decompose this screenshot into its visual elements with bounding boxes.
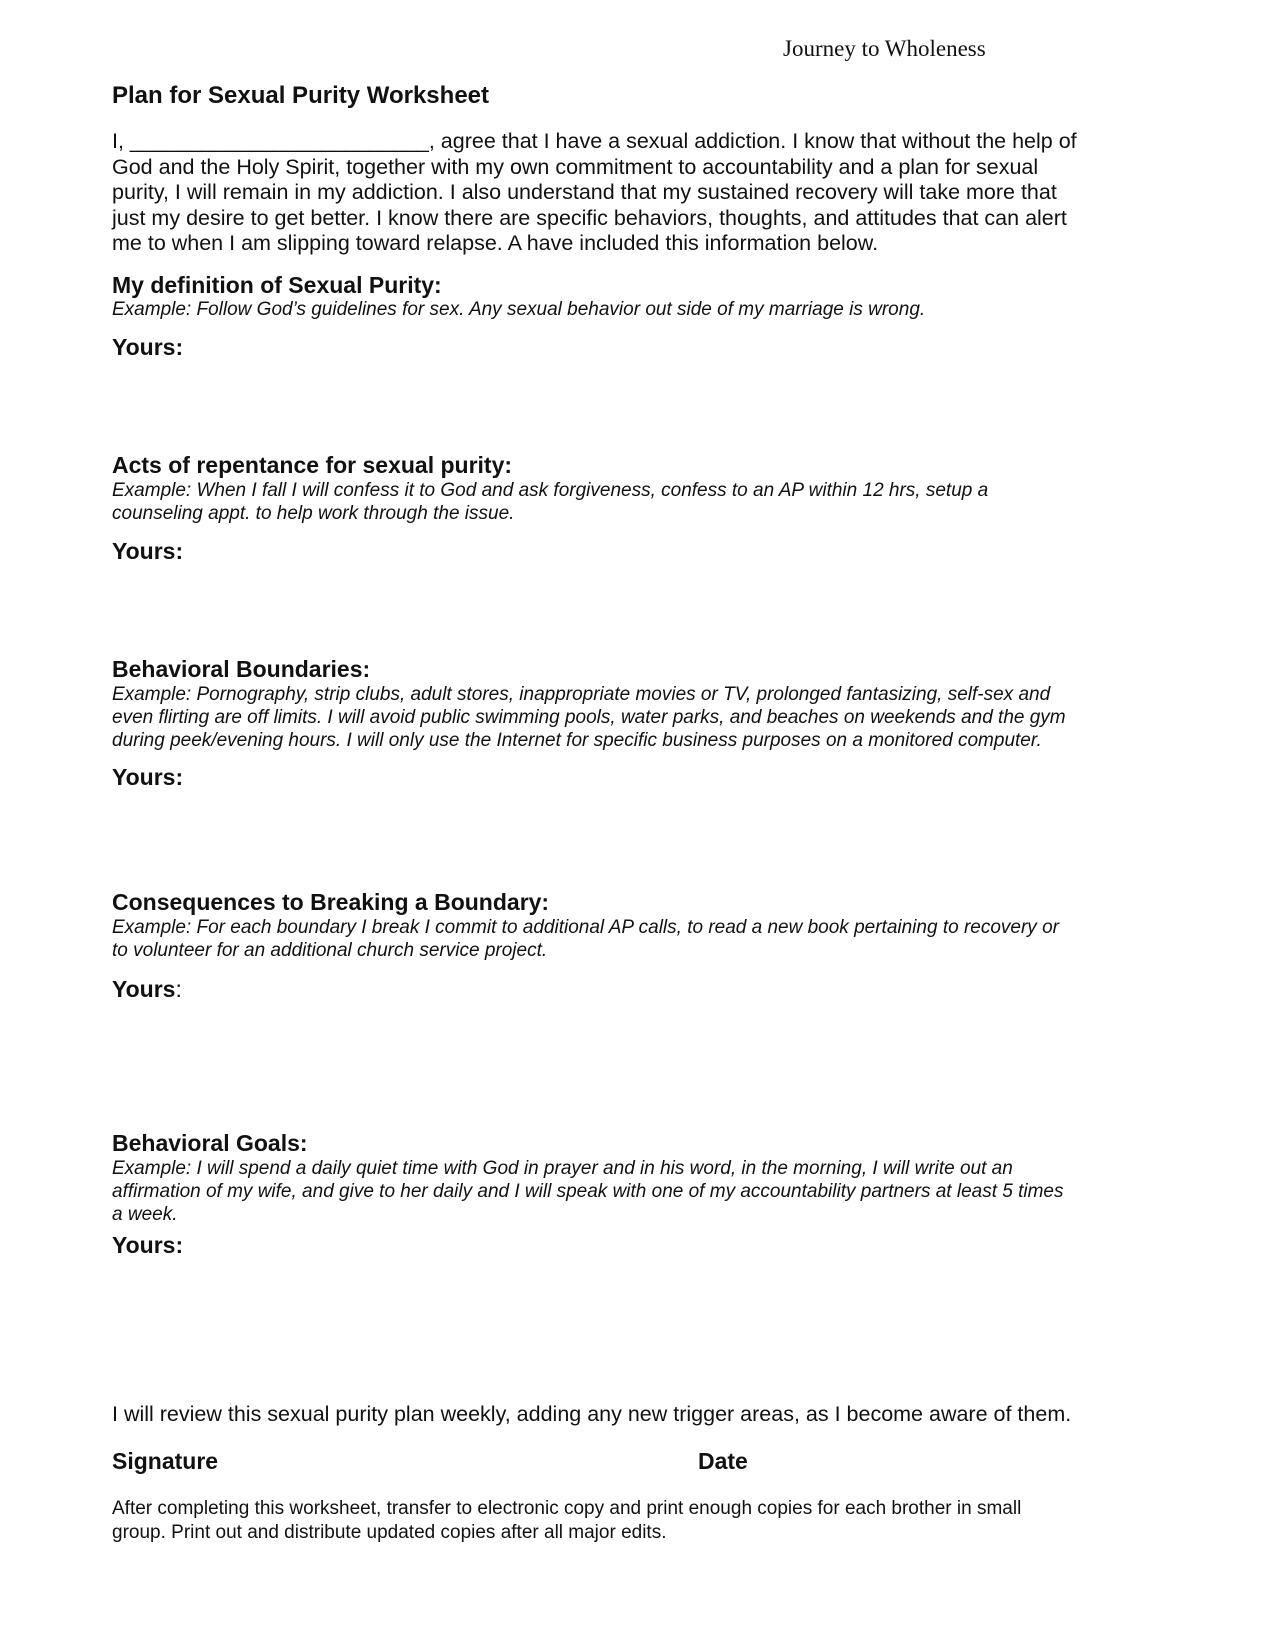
example-line: Example: For each boundary I break I commit to additional AP calls, to read a new book pertaining to recovery or [112,917,1059,938]
example-line: Example: Pornography, strip clubs, adult stores, inappropriate movies or TV, prolonged fantasizing, self-sex and [112,684,1051,705]
section-heading-goals: Behavioral Goals: [112,1130,308,1156]
yours-label-goals: Yours: [112,1232,184,1258]
section-heading-definition: My definition of Sexual Purity: [112,272,442,298]
section-heading-consequences: Consequences to Breaking a Boundary: [112,889,550,915]
example-line: Example: I will spend a daily quiet time with God in prayer and in his word, in the morning, I will write out an [112,1158,1013,1179]
date-label: Date [698,1448,748,1474]
yours-label-consequences [112,976,182,1003]
yours-label-colon: : [175,976,182,1002]
section-example-goals [112,1157,1182,1226]
section-example-definition [112,298,1182,321]
section-example-boundaries [112,683,1182,752]
example-line: Example: Follow God’s guidelines for sex. Any sexual behavior out side of my marriage is wrong. [112,299,926,320]
example-line: counseling appt. to help work through the issue. [112,503,515,524]
document-header: Journey to Wholeness [783,36,986,61]
intro-paragraph [112,129,1172,257]
section-heading-boundaries: Behavioral Boundaries: [112,656,371,682]
footer-line: group. Print out and distribute updated copies after all major edits. [112,1521,667,1543]
footer-line: After completing this worksheet, transfer to electronic copy and print enough copies for each brother in small [112,1498,1022,1519]
intro-line: purity, I will remain in my addiction. I also understand that my sustained recovery will take more that [112,180,1057,204]
intro-line: God and the Holy Spirit, together with my own commitment to accountability and a plan for sexual [112,154,1039,179]
example-line: a week. [112,1204,178,1225]
section-heading-repentance: Acts of repentance for sexual purity: [112,452,513,478]
yours-label-definition: Yours: [112,334,184,360]
intro-line: I, _________________________, agree that I have a sexual addiction. I know that without the help of [112,129,1077,153]
signature-label: Signature [112,1448,219,1474]
example-line: even flirting are off limits. I will avoid public swimming pools, water parks, and beaches on weekends and the gym [112,707,1066,728]
worksheet-title: Plan for Sexual Purity Worksheet [112,82,490,109]
intro-line: just my desire to get better. I know there are specific behaviors, thoughts, and attitudes that can alert [112,205,1067,230]
example-line: Example: When I fall I will confess it to God and ask forgiveness, confess to an AP within 12 hrs, setup a [112,480,989,501]
section-example-repentance [112,479,1182,525]
footer-instructions [112,1497,1172,1544]
review-statement: I will review this sexual purity plan weekly, adding any new trigger areas, as I become aware of them. [112,1402,1072,1426]
yours-label-text: Yours [112,976,176,1002]
example-line: during peek/evening hours. I will only use the Internet for specific business purposes on a monitored computer. [112,730,1042,751]
intro-line: me to when I am slipping toward relapse. A have included this information below. [112,231,879,255]
yours-label-repentance: Yours: [112,538,184,564]
section-example-consequences [112,916,1182,962]
example-line: to volunteer for an additional church service project. [112,940,548,961]
yours-label-boundaries: Yours: [112,764,184,790]
example-line: affirmation of my wife, and give to her daily and I will speak with one of my accountability partners at least 5 times [112,1181,1064,1202]
